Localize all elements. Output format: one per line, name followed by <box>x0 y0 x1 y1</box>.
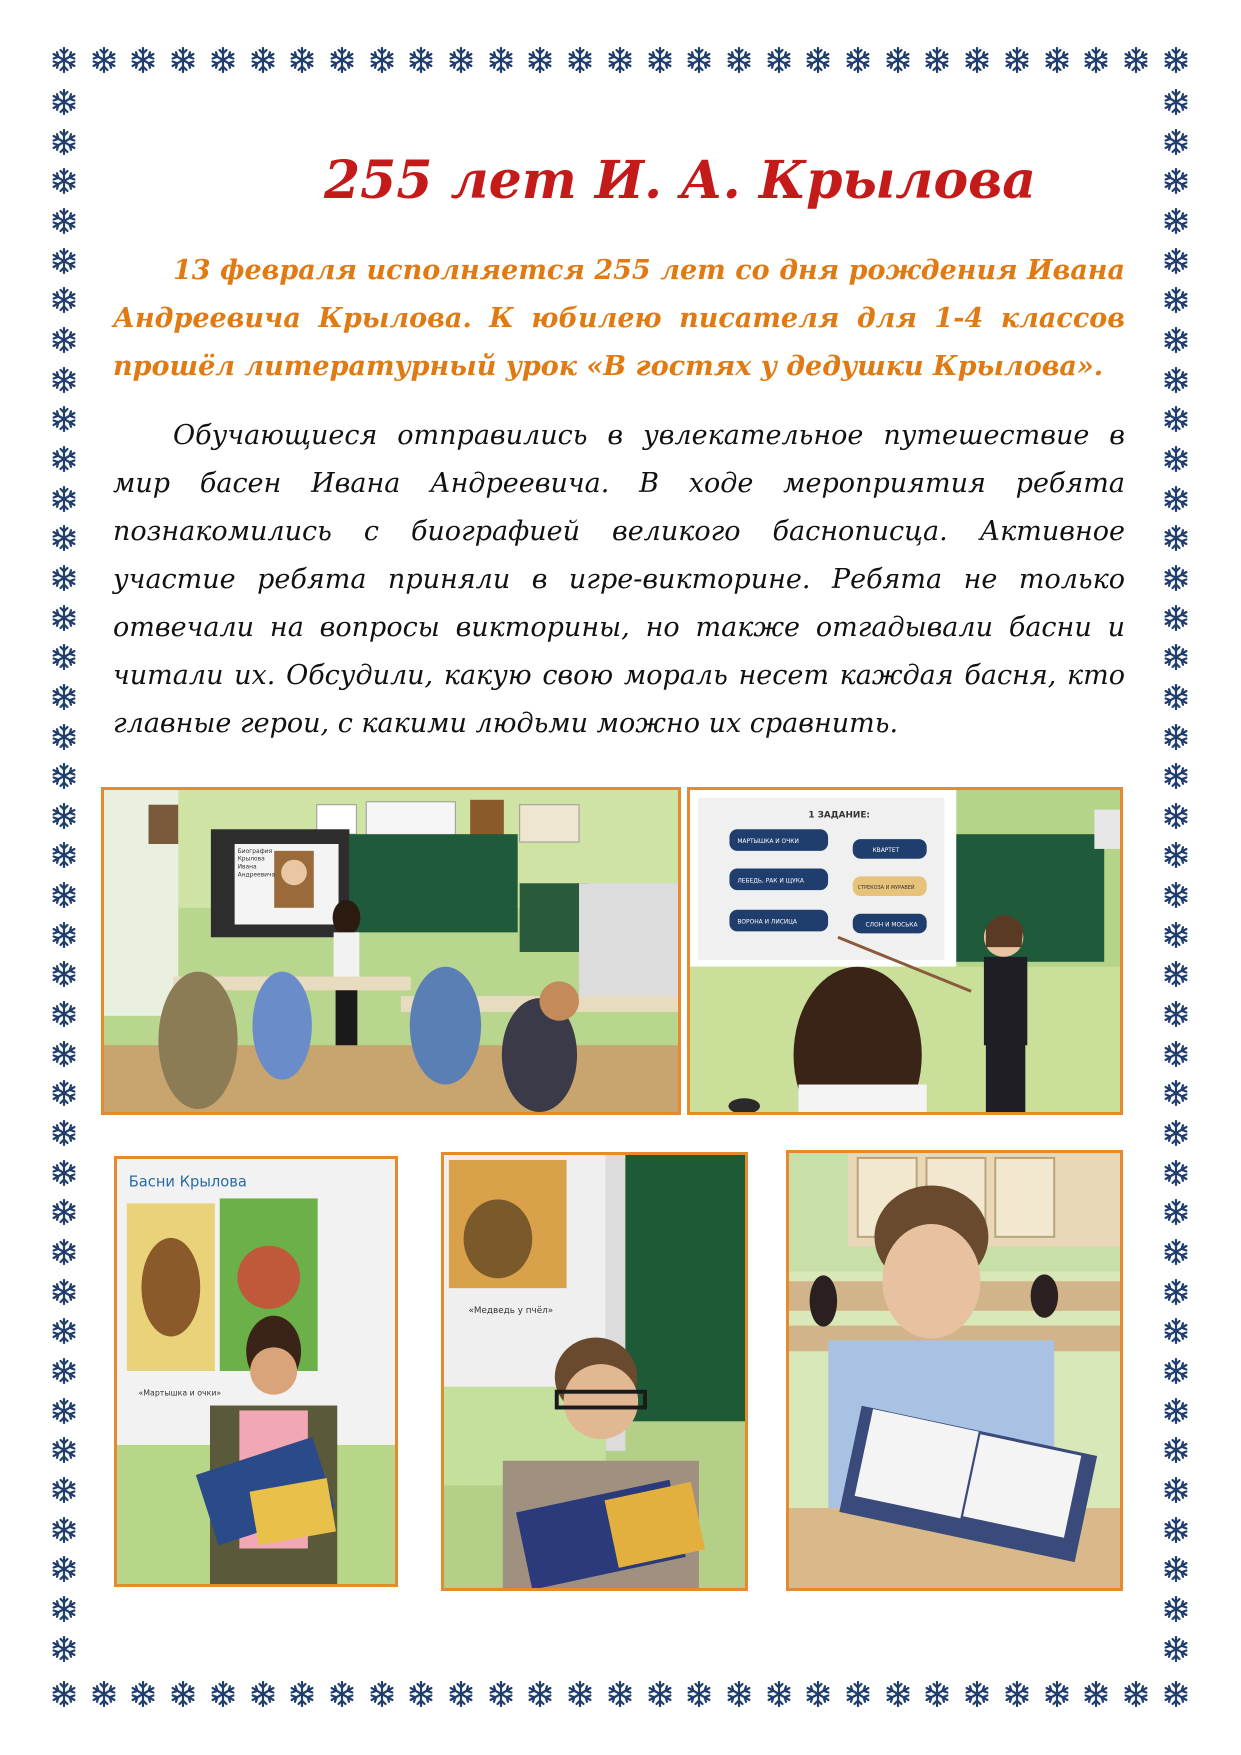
snowflake-icon <box>1162 1595 1190 1623</box>
snowflake-icon <box>1162 841 1190 869</box>
snowflake-icon <box>209 46 237 74</box>
quiz-heading: 1 ЗАДАНИЕ: <box>808 810 870 821</box>
snowflake-icon <box>923 46 951 74</box>
snowflake-icon <box>249 1680 277 1708</box>
snowflake-icon <box>50 1357 78 1385</box>
snowflake-icon <box>50 88 78 116</box>
snowflake-icon <box>1162 286 1190 314</box>
snowflake-icon <box>487 46 515 74</box>
snowflake-icon <box>1162 405 1190 433</box>
snowflake-icon <box>526 1680 554 1708</box>
snowflake-icon <box>765 46 793 74</box>
snowflake-icon <box>1162 683 1190 711</box>
snowflake-icon <box>1162 881 1190 909</box>
snowflake-icon <box>50 286 78 314</box>
snowflake-icon <box>50 1635 78 1663</box>
snowflake-icon <box>50 1397 78 1425</box>
snowflake-icon <box>50 1555 78 1583</box>
snowflake-icon <box>1162 1397 1190 1425</box>
snowflake-icon <box>50 485 78 513</box>
snowflake-icon <box>1162 1635 1190 1663</box>
snowflake-icon <box>1162 445 1190 473</box>
snowflake-icon <box>1162 524 1190 552</box>
snowflake-icon <box>1162 1238 1190 1266</box>
snowflake-icon <box>169 1680 197 1708</box>
snowflake-icon <box>1162 207 1190 235</box>
snowflake-icon <box>804 46 832 74</box>
snowflake-icon <box>1162 1436 1190 1464</box>
photo-girl-reading <box>114 1156 398 1587</box>
snowflake-icon <box>1162 762 1190 790</box>
snowflake-icon <box>50 643 78 671</box>
snowflake-icon <box>50 1317 78 1345</box>
snowflake-icon <box>844 1680 872 1708</box>
snowflake-icon <box>1162 1317 1190 1345</box>
snowflake-icon <box>725 1680 753 1708</box>
snowflake-icon <box>1003 46 1031 74</box>
snowflake-icon <box>90 46 118 74</box>
snowflake-icon <box>1162 1079 1190 1107</box>
snowflake-icon <box>368 1680 396 1708</box>
snowflake-icon <box>407 1680 435 1708</box>
slide-heading: Басни Крылова <box>128 1173 247 1191</box>
snowflake-icon <box>685 1680 713 1708</box>
snowflake-icon <box>129 1680 157 1708</box>
snowflake-icon <box>1162 1040 1190 1068</box>
border-bottom <box>50 1680 1190 1708</box>
snowflake-icon <box>1082 46 1110 74</box>
snowflake-icon <box>1162 1278 1190 1306</box>
border-right <box>1162 88 1190 1663</box>
snowflake-icon <box>50 366 78 394</box>
quiz-button-1: МАРТЫШКА И ОЧКИ <box>737 839 799 846</box>
board-text-2: Крылова <box>237 856 265 863</box>
snowflake-icon <box>50 1436 78 1464</box>
photo-teacher-at-board <box>101 787 681 1115</box>
snowflake-icon <box>447 46 475 74</box>
snowflake-icon <box>844 46 872 74</box>
snowflake-icon <box>50 683 78 711</box>
snowflake-icon <box>1162 1198 1190 1226</box>
snowflake-icon <box>328 1680 356 1708</box>
border-top <box>50 46 1190 74</box>
snowflake-icon <box>50 723 78 751</box>
snowflake-icon <box>1122 46 1150 74</box>
photo-boy-reading-desk <box>786 1150 1123 1591</box>
snowflake-icon <box>50 445 78 473</box>
snowflake-icon <box>50 405 78 433</box>
snowflake-icon <box>129 46 157 74</box>
snowflake-icon <box>1162 247 1190 275</box>
snowflake-icon <box>50 841 78 869</box>
snowflake-icon <box>1162 326 1190 354</box>
snowflake-icon <box>50 1198 78 1226</box>
snowflake-icon <box>1162 960 1190 988</box>
snowflake-icon <box>646 46 674 74</box>
snowflake-icon <box>646 1680 674 1708</box>
snowflake-icon <box>50 1680 78 1708</box>
snowflake-icon <box>1162 366 1190 394</box>
snowflake-icon <box>1162 643 1190 671</box>
snowflake-icon <box>50 762 78 790</box>
snowflake-icon <box>963 46 991 74</box>
snowflake-icon <box>1162 1159 1190 1187</box>
snowflake-icon <box>50 802 78 830</box>
snowflake-icon <box>50 1278 78 1306</box>
snowflake-icon <box>1003 1680 1031 1708</box>
snowflake-icon <box>1162 46 1190 74</box>
snowflake-icon <box>884 46 912 74</box>
snowflake-icon <box>50 1040 78 1068</box>
snowflake-icon <box>209 1680 237 1708</box>
quiz-button-4: СТРЕКОЗА И МУРАВЕЙ <box>857 885 915 892</box>
snowflake-icon <box>1162 1000 1190 1028</box>
snowflake-icon <box>90 1680 118 1708</box>
snowflake-icon <box>50 247 78 275</box>
snowflake-icon <box>407 46 435 74</box>
snowflake-icon <box>1162 723 1190 751</box>
snowflake-icon <box>1162 604 1190 632</box>
snowflake-icon <box>50 1595 78 1623</box>
quiz-button-6: СЛОН И МОСЬКА <box>865 922 918 929</box>
snowflake-icon <box>1162 564 1190 592</box>
snowflake-icon <box>288 1680 316 1708</box>
snowflake-icon <box>1162 802 1190 830</box>
snowflake-icon <box>526 46 554 74</box>
border-left <box>50 88 78 1663</box>
snowflake-icon <box>50 1159 78 1187</box>
snowflake-icon <box>606 46 634 74</box>
photo-quiz-board <box>687 787 1123 1115</box>
snowflake-icon <box>725 46 753 74</box>
snowflake-icon <box>1162 1555 1190 1583</box>
snowflake-icon <box>169 46 197 74</box>
snowflake-icon <box>1162 1516 1190 1544</box>
slide-caption: «Мартышка и очки» <box>138 1388 222 1398</box>
snowflake-icon <box>50 167 78 195</box>
snowflake-icon <box>1043 46 1071 74</box>
photo-boy-glasses-reading <box>441 1152 748 1591</box>
board-text-1: Биография <box>237 848 273 855</box>
snowflake-icon <box>368 46 396 74</box>
snowflake-icon <box>1162 88 1190 116</box>
snowflake-icon <box>50 1516 78 1544</box>
snowflake-icon <box>1162 167 1190 195</box>
snowflake-icon <box>50 564 78 592</box>
snowflake-icon <box>1162 1119 1190 1147</box>
quiz-button-2: КВАРТЕТ <box>872 847 900 854</box>
quiz-button-3: ЛЕБЕДЬ, РАК И ЩУКА <box>737 878 804 885</box>
snowflake-icon <box>765 1680 793 1708</box>
snowflake-icon <box>566 46 594 74</box>
snowflake-icon <box>50 1476 78 1504</box>
board-text-3: Ивана <box>237 864 257 871</box>
snowflake-icon <box>50 207 78 235</box>
snowflake-icon <box>606 1680 634 1708</box>
snowflake-icon <box>288 46 316 74</box>
snowflake-icon <box>1043 1680 1071 1708</box>
snowflake-icon <box>50 960 78 988</box>
snowflake-icon <box>1162 485 1190 513</box>
snowflake-icon <box>328 46 356 74</box>
snowflake-icon <box>1162 128 1190 156</box>
snowflake-icon <box>50 46 78 74</box>
snowflake-icon <box>487 1680 515 1708</box>
snowflake-icon <box>50 326 78 354</box>
snowflake-icon <box>249 46 277 74</box>
lead-paragraph: 13 февраля исполняется 255 лет со дня рождения Ивана Андреевича Крылова. К юбилею писателя для 1-4 классов прошёл литературный урок «В гостях у дедушки Крылова». <box>113 255 1125 382</box>
body-paragraph: Обучающиеся отправились в увлекательное путешествие в мир басен Ивана Андреевича. В ходе мероприятия ребята познакомились с биографией великого баснописца. Активное участие ребята приняли в игре-викторине. Ребята не только отвечали на вопросы викторины, но также отгадывали басни и читали их. Обсудили, какую свою мораль несет каждая басня, кто главные герои, с какими людьми можно их сравнить. <box>113 420 1125 739</box>
snowflake-icon <box>1162 921 1190 949</box>
snowflake-icon <box>50 1119 78 1147</box>
snowflake-icon <box>1162 1680 1190 1708</box>
snowflake-icon <box>884 1680 912 1708</box>
snowflake-icon <box>1082 1680 1110 1708</box>
snowflake-icon <box>923 1680 951 1708</box>
snowflake-icon <box>50 604 78 632</box>
snowflake-icon <box>50 524 78 552</box>
page-title: 255 лет И. А. Крылова <box>324 150 1036 211</box>
snowflake-icon <box>1122 1680 1150 1708</box>
snowflake-icon <box>685 46 713 74</box>
snowflake-icon <box>447 1680 475 1708</box>
snowflake-icon <box>963 1680 991 1708</box>
snowflake-icon <box>50 128 78 156</box>
snowflake-icon <box>1162 1476 1190 1504</box>
snowflake-icon <box>50 921 78 949</box>
snowflake-icon <box>50 1238 78 1266</box>
snowflake-icon <box>50 1000 78 1028</box>
snowflake-icon <box>1162 1357 1190 1385</box>
snowflake-icon <box>804 1680 832 1708</box>
snowflake-icon <box>50 1079 78 1107</box>
quiz-button-5: ВОРОНА И ЛИСИЦА <box>737 919 797 926</box>
slide-caption-2: «Медведь у пчёл» <box>468 1305 554 1316</box>
board-text-4: Андреевича <box>237 872 276 879</box>
snowflake-icon <box>50 881 78 909</box>
snowflake-icon <box>566 1680 594 1708</box>
